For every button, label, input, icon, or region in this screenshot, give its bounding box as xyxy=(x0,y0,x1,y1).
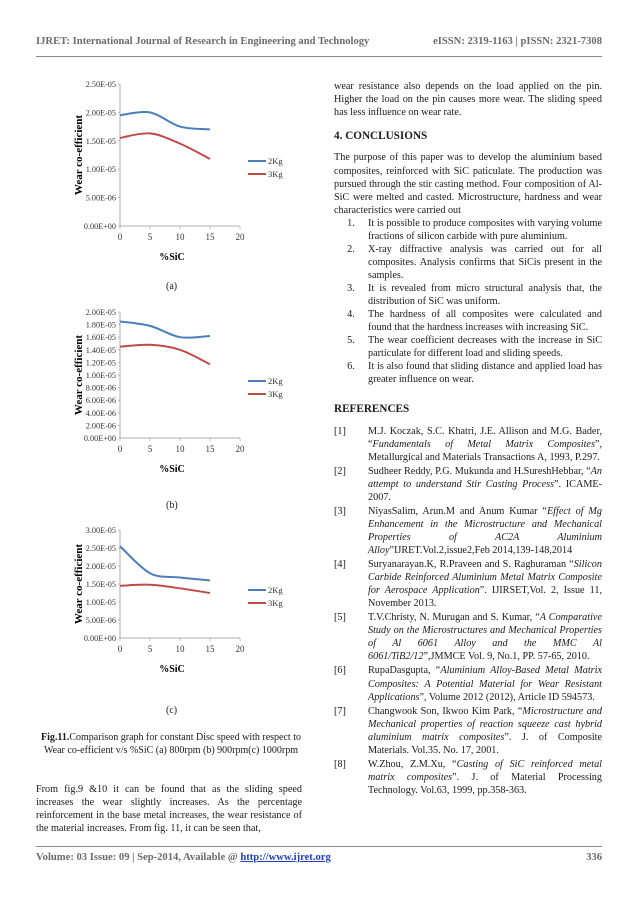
x-tick-label: 20 xyxy=(235,232,245,242)
x-axis-title: %SiC xyxy=(159,464,185,475)
ref-title: Aluminium Alloy-Based Metal Matrix Composites: A Potential Material for Wear Resistant Applications xyxy=(368,665,602,703)
y-tick-label: 2.00E-05 xyxy=(85,108,116,118)
chart-svg xyxy=(70,524,300,684)
chart-svg xyxy=(70,78,300,272)
item-text: The hardness of all composites were calculated and found that the hardness increases with increasing SiC. xyxy=(368,309,602,334)
body-paragraph-intro: wear resistance also depends on the load applied on the pin. Higher the load on the pin causes more wear. The sliding speed has less influence on wear rate. xyxy=(334,81,602,119)
ref-number: [5] xyxy=(334,612,346,624)
reference-item xyxy=(334,558,602,610)
item-number: 1. xyxy=(347,217,355,229)
series-line-2kg xyxy=(120,112,210,130)
conclusions-intro: The purpose of this paper was to develop the aluminium based composites, reinforced with SiC paticulate. The production was pursued through the stir casting method. Four composition of Al-SiC were melted and casted. Microstructure, hardness and wear characteristics were carried out xyxy=(334,152,602,216)
ref-number: [8] xyxy=(334,758,346,770)
y-tick-label: 1.00E-05 xyxy=(85,165,116,175)
list-item xyxy=(334,308,602,334)
y-tick-label: 0.00E+00 xyxy=(83,434,116,443)
ref-source: ”. J. of Material Processing Technology. Vol.63, 1999, pp.358-363. xyxy=(368,771,602,796)
y-tick-label: 2.50E-05 xyxy=(85,80,116,89)
y-tick-label: 1.50E-05 xyxy=(85,580,116,589)
chart-c-sublabel: (c) xyxy=(166,705,178,716)
y-tick-label: 1.80E-05 xyxy=(85,320,116,330)
y-tick-label: 2.00E-06 xyxy=(85,421,116,431)
ref-number: [2] xyxy=(334,465,346,477)
y-tick-label: 0.00E+00 xyxy=(83,222,116,231)
series-line-3kg xyxy=(120,345,210,365)
y-tick-label: 5.00E-06 xyxy=(85,616,116,625)
x-tick-label: 10 xyxy=(175,444,185,454)
list-item xyxy=(334,243,602,282)
ref-source: ”, Volume 2012 (2012), Article ID 594573. xyxy=(419,691,595,703)
chart-c xyxy=(70,524,300,684)
ref-title: Casting of SiC reinforced metal matrix composites xyxy=(368,758,602,783)
ref-source: ”,JMMCE Vol. 9, No.1, PP. 57-65, 2010. xyxy=(423,651,590,663)
journal-title: IJRET: International Journal of Research in Engineering and Technology xyxy=(36,36,370,47)
item-number: 4. xyxy=(347,309,355,321)
x-axis-title: %SiC xyxy=(159,252,185,263)
page-number: 336 xyxy=(586,852,602,863)
y-tick-label: 2.00E-05 xyxy=(85,308,116,317)
ref-number: [1] xyxy=(334,425,346,437)
x-tick-label: 20 xyxy=(235,644,245,654)
item-number: 2. xyxy=(347,243,355,255)
page-footer xyxy=(36,852,602,863)
list-item xyxy=(334,282,602,308)
series-line-2kg xyxy=(120,546,210,580)
figure-caption xyxy=(40,731,302,757)
ref-authors: W.Zhou, Z.M.Xu, “ xyxy=(368,758,457,770)
issn: eISSN: 2319-1163 | pISSN: 2321-7308 xyxy=(433,36,602,47)
y-tick-label: 1.00E-05 xyxy=(85,371,116,380)
legend-label: 2Kg xyxy=(268,585,283,595)
reference-item xyxy=(334,465,602,504)
ref-title: Silicon Carbide Reinforced Aluminium Metal Matrix Composite for Aerospace Application xyxy=(368,559,602,597)
chart-svg xyxy=(70,306,300,484)
ref-source: ”. ICAME-2007. xyxy=(368,478,602,503)
page-header xyxy=(36,36,602,47)
y-tick-label: 5.00E-06 xyxy=(85,193,116,203)
ref-number: [7] xyxy=(334,705,346,717)
reference-item xyxy=(334,611,602,663)
y-tick-label: 2.50E-05 xyxy=(85,544,116,553)
y-tick-label: 8.00E-06 xyxy=(85,383,116,393)
list-item xyxy=(334,217,602,243)
legend-label: 2Kg xyxy=(268,156,283,166)
footer-link[interactable]: http://www.ijret.org xyxy=(240,852,331,863)
x-tick-label: 0 xyxy=(117,444,123,454)
x-tick-label: 20 xyxy=(235,444,245,454)
conclusions-heading: 4. CONCLUSIONS xyxy=(334,130,428,143)
ref-number: [4] xyxy=(334,559,346,571)
reference-item xyxy=(334,664,602,703)
x-tick-label: 5 xyxy=(147,232,153,242)
ref-number: [6] xyxy=(334,665,346,677)
item-text: It is revealed from micro structural analysis that, the distribution of SiC was uniform. xyxy=(368,282,602,307)
ref-title: Microstructure and Mechanical properties of reaction squeeze cast hybrid aluminium matrix composites xyxy=(368,705,602,743)
references-list xyxy=(334,425,602,797)
ref-title: Effect of Mg Enhancement in the Microstructure and Mechanical Properties of AC2A Aluminium Alloy xyxy=(368,505,602,557)
chart-b xyxy=(70,306,300,484)
item-number: 3. xyxy=(347,282,355,294)
item-number: 5. xyxy=(347,335,355,347)
legend-label: 3Kg xyxy=(268,389,283,399)
y-axis-title: Wear co-efficient xyxy=(73,334,85,416)
y-tick-label: 1.20E-05 xyxy=(85,358,116,368)
reference-item xyxy=(334,758,602,797)
body-paragraph-left: From fig.9 &10 it can be found that as the sliding speed increases the wear slightly increases. As the percentage reinforcement in the base metal increases, the wear resistance of the material increases. From fig. 11, it can be seen that, xyxy=(36,784,302,835)
ref-title: A Comparative Study on the Microstructures and Mechanical Properties of Al 6061 Alloy and the MMC Al 6061/TiB2/12 xyxy=(368,612,602,663)
figure-caption-text: Comparison graph for constant Disc speed with respect to Wear co-efficient v/s %SiC (a) 800rpm (b) 900rpm(c) 1000rpm xyxy=(44,732,301,756)
series-line-3kg xyxy=(120,585,210,593)
legend-label: 3Kg xyxy=(268,598,283,608)
series-line-2kg xyxy=(120,321,210,337)
x-tick-label: 10 xyxy=(175,644,185,654)
ref-source: ”. J. of Composite Materials. Vol.35. No. 17, 2001. xyxy=(368,731,603,756)
item-number: 6. xyxy=(347,361,355,373)
y-tick-label: 4.00E-06 xyxy=(85,408,116,418)
reference-item xyxy=(334,705,602,757)
y-axis-title: Wear co-efficient xyxy=(73,543,85,625)
x-tick-label: 0 xyxy=(117,644,123,654)
y-tick-label: 1.40E-05 xyxy=(85,345,116,355)
y-tick-label: 2.00E-05 xyxy=(85,562,116,571)
x-tick-label: 15 xyxy=(205,644,215,654)
list-item xyxy=(334,334,602,360)
y-tick-label: 1.00E-05 xyxy=(85,598,116,607)
ref-authors: M.J. Koczak, S.C. Khatri, J.E. Allison and M.G. Bader, “ xyxy=(368,425,602,450)
item-text: The wear coefficient decreases with the increase in SiC particulate for different load and sliding speeds. xyxy=(368,335,602,360)
series-line-3kg xyxy=(120,133,210,159)
header-divider xyxy=(36,56,602,57)
legend-label: 3Kg xyxy=(268,169,283,179)
x-tick-label: 15 xyxy=(205,444,215,454)
ref-authors: Changwook Son, Ikwoo Kim Park, “ xyxy=(368,705,523,717)
reference-item xyxy=(334,505,602,557)
x-axis-title: %SiC xyxy=(159,664,185,675)
ref-title: Fundamentals of Metal Matrix Composites xyxy=(372,438,595,450)
ref-source: ”. IJIRSET,Vol. 2, Issue 11, November 2013. xyxy=(368,585,602,610)
item-text: X-ray diffractive analysis was carried out for all composites. Analysis confirms that SiCis present in the samples. xyxy=(368,243,602,281)
x-tick-label: 5 xyxy=(147,444,153,454)
item-text: It is also found that sliding distance and applied load has greater influence on wear. xyxy=(368,361,602,386)
x-tick-label: 15 xyxy=(205,232,215,242)
footer-divider xyxy=(36,846,602,847)
ref-source: ”IJRET.Vol.2,issue2,Feb 2014,139-148,2014 xyxy=(389,545,573,557)
item-text: It is possible to produce composites with varying volume fractions of silicon carbide with pure aluminium. xyxy=(368,217,602,242)
y-tick-label: 0.00E+00 xyxy=(83,634,116,643)
y-tick-label: 1.60E-05 xyxy=(85,333,116,343)
right-column xyxy=(334,80,602,798)
chart-a xyxy=(70,78,300,272)
list-item xyxy=(334,360,602,386)
y-tick-label: 1.50E-05 xyxy=(85,136,116,146)
ref-authors: NiyasSalim, Arun.M and Anum Kumar “ xyxy=(368,505,547,517)
legend-label: 2Kg xyxy=(268,376,283,386)
y-tick-label: 6.00E-06 xyxy=(85,396,116,406)
footer-volume: Volume: 03 Issue: 09 | Sep-2014, Available @ xyxy=(36,852,241,863)
chart-b-sublabel: (b) xyxy=(166,500,178,511)
ref-authors: RupaDasgupta, “ xyxy=(368,665,441,677)
conclusions-list xyxy=(334,217,602,387)
chart-a-sublabel: (a) xyxy=(166,281,178,292)
ref-authors: Suryanarayan.K, R.Praveen and S. Raghuraman “ xyxy=(368,559,574,571)
references-heading: REFERENCES xyxy=(334,403,410,416)
ref-title: An attempt to understand Stir Casting Process xyxy=(368,465,602,490)
x-tick-label: 0 xyxy=(117,232,123,242)
ref-number: [3] xyxy=(334,505,346,517)
ref-authors: T.V.Christy, N. Murugan and S. Kumar, “ xyxy=(368,612,540,624)
y-tick-label: 3.00E-05 xyxy=(85,526,116,535)
x-tick-label: 5 xyxy=(147,644,153,654)
figure-caption-label: Fig.11. xyxy=(41,732,70,743)
ref-source: ”, Metallurgical and Materials Transactions A, 1993, P.297. xyxy=(368,438,602,463)
ref-authors: Sudheer Reddy, P.G. Mukunda and H.SureshHebbar, “ xyxy=(368,465,591,477)
reference-item xyxy=(334,425,602,464)
x-tick-label: 10 xyxy=(175,232,185,242)
y-axis-title: Wear co-efficient xyxy=(73,114,85,196)
